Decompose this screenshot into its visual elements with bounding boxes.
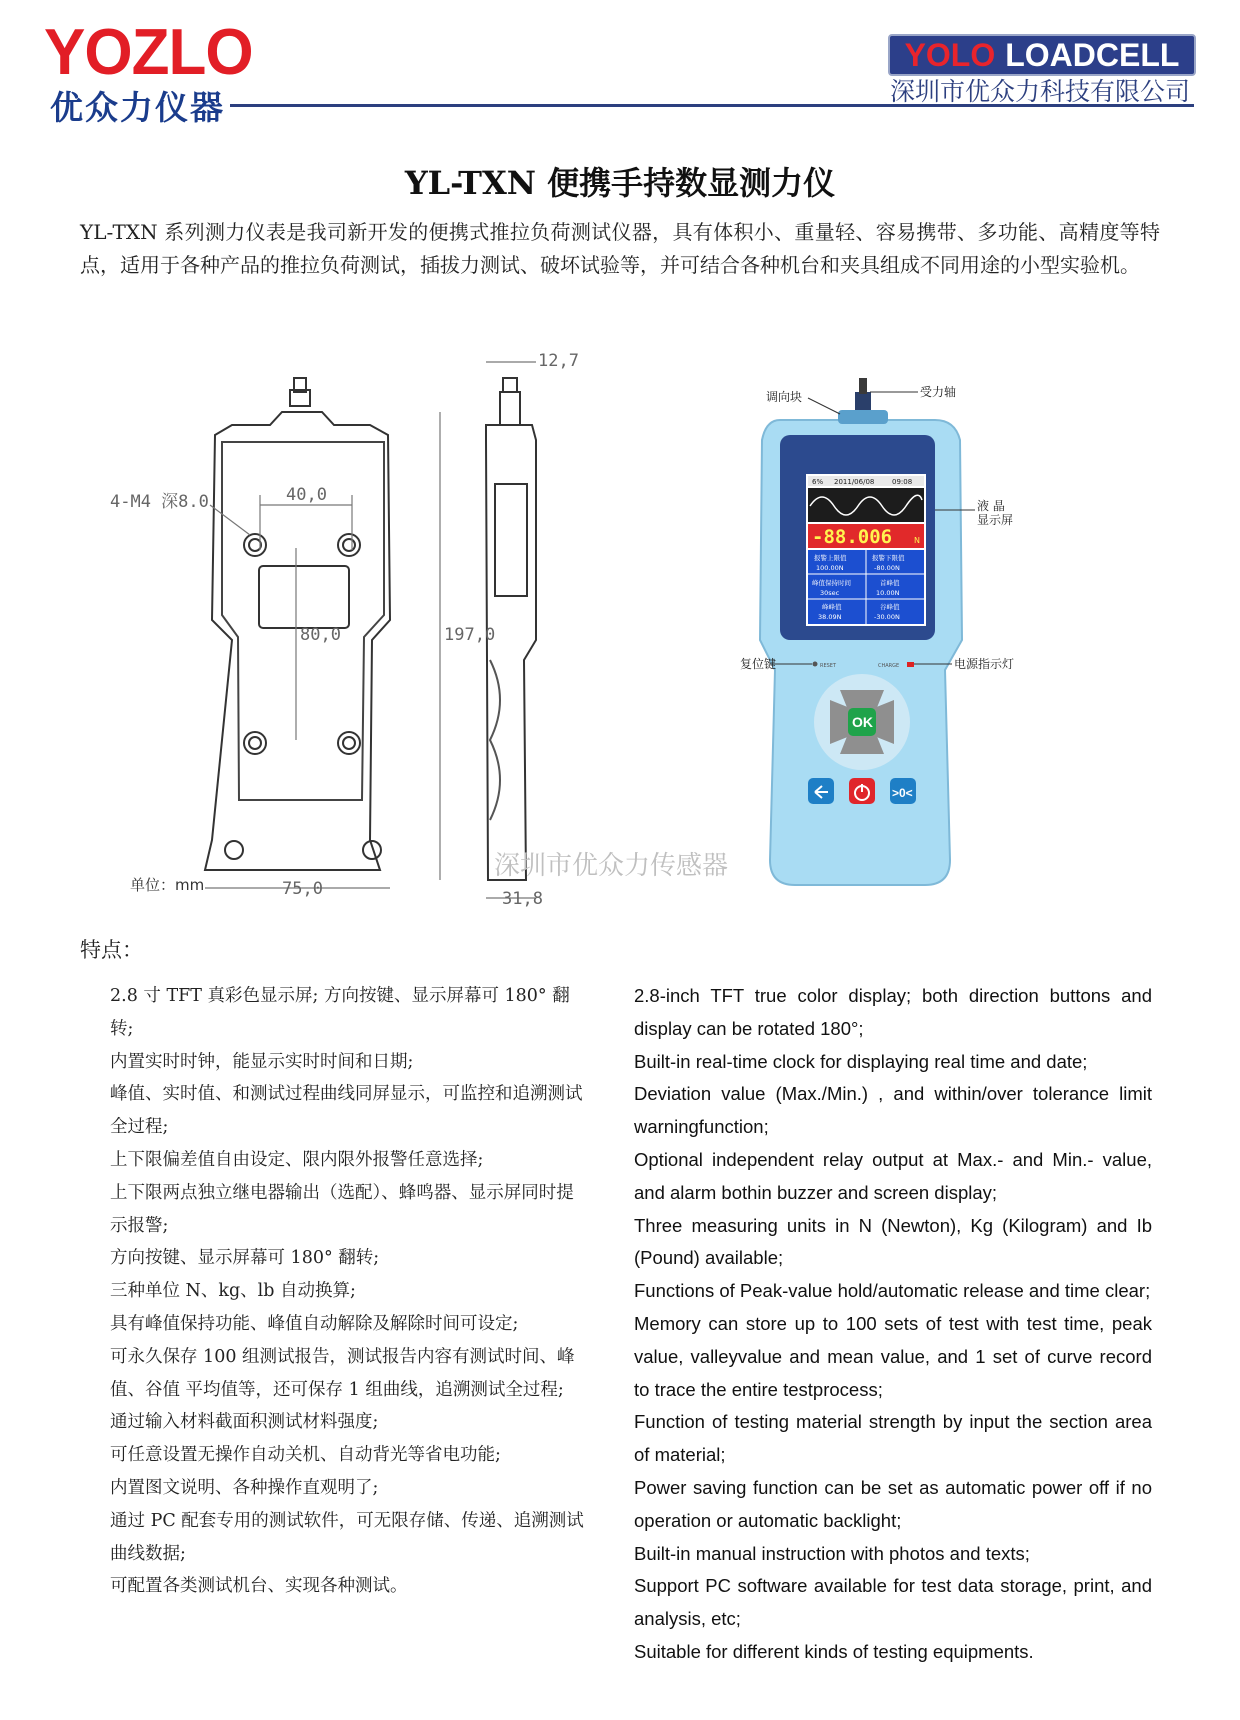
list-item: 可任意设置无操作自动关机、自动背光等省电功能; bbox=[110, 1445, 501, 1466]
watermark: 深圳市优众力传感器 bbox=[494, 851, 729, 881]
list-item: Three measuring units in N (Newton), Kg (Kilogram) and Ib (Pound) available; bbox=[634, 1214, 1152, 1269]
list-item: 可配置各类测试机台、实现各种测试。 bbox=[110, 1576, 408, 1597]
label-shaft: 受力轴 bbox=[920, 385, 957, 399]
brand-red-text: YOLO bbox=[904, 36, 996, 73]
dim-width-top: 12,7 bbox=[538, 351, 579, 371]
list-item: Functions of Peak-value hold/automatic release and time clear; bbox=[634, 1280, 1151, 1302]
brand-white-text: LOADCELL bbox=[1005, 36, 1180, 73]
logo-text: YOZLO bbox=[44, 16, 253, 89]
cell-value: 100.00N bbox=[816, 564, 844, 572]
zero-button: >0< bbox=[892, 786, 913, 800]
list-item: 上下限两点独立继电器输出（选配）、蜂鸣器、显示屏同时提示报警; bbox=[110, 1182, 574, 1236]
ok-button: OK bbox=[852, 714, 873, 730]
features-en-list bbox=[634, 980, 1152, 1669]
list-item: Deviation value (Max./Min.) , and within/over tolerance limit warningfunction; bbox=[634, 1083, 1152, 1138]
features-cn-list bbox=[110, 980, 590, 1603]
reset-text: RESET bbox=[820, 663, 837, 669]
list-item: 内置图文说明、各种操作直观明了; bbox=[110, 1477, 379, 1498]
cell-title: 报警上限值 bbox=[814, 554, 847, 562]
list-item: Memory can store up to 100 sets of test with test time, peak value, valleyvalue and mean value, and 1 set of curve record to trace the entire testprocess; bbox=[634, 1312, 1152, 1400]
list-item: 通过 PC 配套专用的测试软件，可无限存储、传递、追溯测试曲线数据; bbox=[110, 1510, 584, 1564]
list-item: 内置实时时钟，能显示实时时间和日期; bbox=[110, 1051, 414, 1072]
cell-value: -30.00N bbox=[874, 613, 900, 621]
intro-paragraph: YL-TXN 系列测力仪表是我司新开发的便携式推拉负荷测试仪器，具有体积小、重量轻、容易携带、多功能、高精度等特点，适用于各种产品的推拉负荷测试，插拔力测试、破坏试验等，并可结合各种机台和夹具组成不同用途的小型实验机。 bbox=[80, 220, 1160, 277]
label-power: 电源指示灯 bbox=[954, 657, 1015, 671]
list-item: 具有峰值保持功能、峰值自动解除及解除时间可设定; bbox=[110, 1313, 519, 1334]
list-item: 三种单位 N、kg、lb 自动换算; bbox=[110, 1281, 356, 1302]
company-name: 深圳市优众力科技有限公司 bbox=[889, 77, 1190, 106]
label-reset: 复位键 bbox=[740, 657, 777, 671]
label-lcd-2: 显示屏 bbox=[977, 513, 1014, 527]
logo-subtitle: 优众力仪器 bbox=[50, 88, 225, 127]
list-item: 通过输入材料截面积测试材料强度; bbox=[110, 1412, 379, 1433]
list-item: Suitable for different kinds of testing equipments. bbox=[634, 1640, 1034, 1662]
dim-height: 197,0 bbox=[444, 625, 496, 645]
cell-value: -80.00N bbox=[874, 564, 900, 572]
screen-battery: 6% bbox=[812, 478, 824, 486]
dim-hole-spacing: 40,0 bbox=[286, 485, 327, 505]
list-item: Function of testing material strength by input the section area of material; bbox=[634, 1411, 1152, 1466]
list-item: Optional independent relay output at Max.- and Min.- value, and alarm bothin buzzer and screen display; bbox=[634, 1148, 1152, 1203]
list-item: 2.8 寸 TFT 真彩色显示屏; 方向按键、显示屏幕可 180° 翻转; bbox=[110, 986, 570, 1039]
product-drawing bbox=[0, 340, 1240, 920]
label-lcd-1: 液 晶 bbox=[977, 499, 1005, 513]
dim-depth: 31,8 bbox=[502, 889, 543, 909]
dim-hole-label: 4-M4 深8.0 bbox=[110, 492, 209, 512]
cell-value: 38.09N bbox=[818, 613, 842, 621]
screen-time: 09:08 bbox=[892, 478, 913, 486]
list-item: 2.8-inch TFT true color display; both direction buttons and display can be rotated 180°; bbox=[634, 985, 1152, 1039]
list-item: 上下限偏差值自由设定、限内限外报警任意选择; bbox=[110, 1149, 484, 1170]
cell-value: 30sec bbox=[820, 589, 840, 597]
cell-title: 谷峰值 bbox=[880, 603, 900, 611]
dim-hole-vert: 80,0 bbox=[300, 625, 341, 645]
charge-text: CHARGE bbox=[878, 663, 900, 669]
list-item: 峰值、实时值、和测试过程曲线同屏显示，可监控和追溯测试全过程; bbox=[110, 1084, 583, 1138]
cell-title: 峰峰值 bbox=[822, 603, 842, 611]
device-photo bbox=[760, 378, 962, 885]
list-item: Built-in real-time clock for displaying real time and date; bbox=[634, 1050, 1088, 1072]
list-item: 方向按键、显示屏幕可 180° 翻转; bbox=[110, 1248, 380, 1269]
list-item: Power saving function can be set as automatic power off if no operation or automatic backlight; bbox=[634, 1476, 1152, 1531]
screen-unit: N bbox=[914, 536, 920, 545]
screen-date: 2011/06/08 bbox=[834, 478, 875, 486]
unit-label: 单位：mm bbox=[130, 876, 205, 894]
cell-value: 10.00N bbox=[876, 589, 900, 597]
brand-badge bbox=[888, 34, 1196, 76]
screen-reading: -88.006 bbox=[812, 526, 893, 548]
list-item: Support PC software available for test data storage, print, and analysis, etc; bbox=[634, 1575, 1152, 1630]
cell-title: 报警下限值 bbox=[872, 554, 905, 562]
page-title: YL-TXN 便携手持数显测力仪 bbox=[404, 164, 836, 202]
cell-title: 峰值保持时间 bbox=[812, 579, 851, 587]
dim-width: 75,0 bbox=[282, 879, 323, 899]
cell-title: 首峰值 bbox=[880, 579, 900, 587]
list-item: Built-in manual instruction with photos and texts; bbox=[634, 1542, 1030, 1564]
front-view-outline bbox=[205, 412, 390, 870]
list-item: 可永久保存 100 组测试报告，测试报告内容有测试时间、峰值、谷值 平均值等，还可保存 1 组曲线，追溯测试全过程; bbox=[110, 1346, 575, 1400]
features-heading: 特点： bbox=[80, 938, 143, 962]
label-orient: 调向块 bbox=[766, 390, 803, 404]
